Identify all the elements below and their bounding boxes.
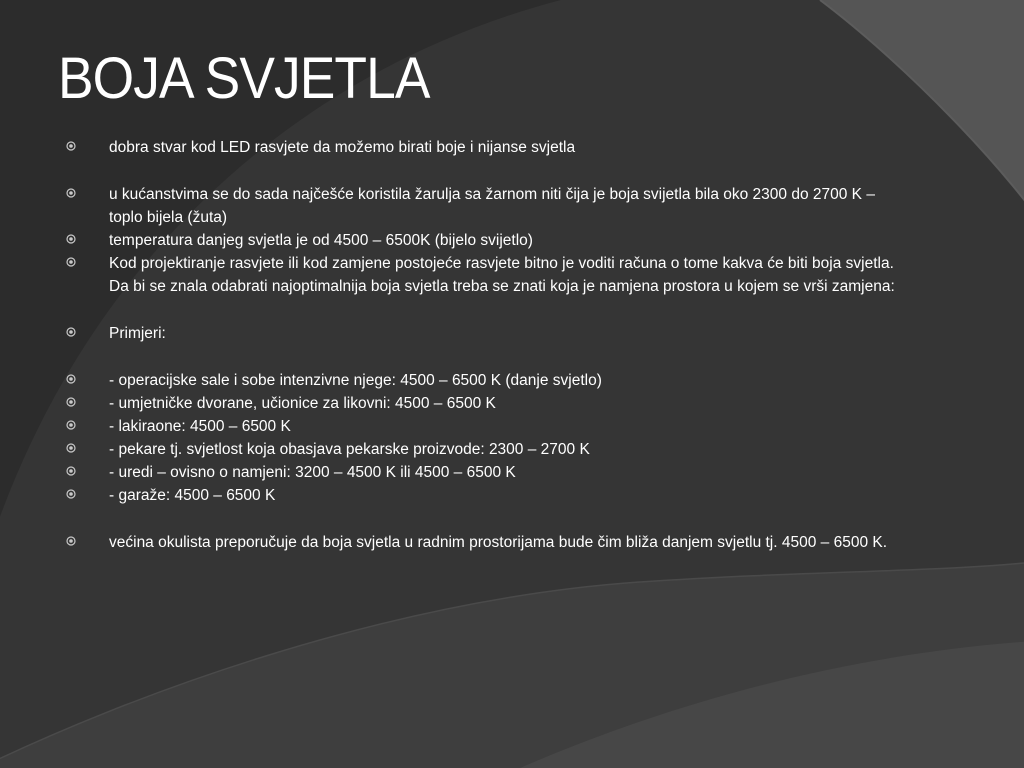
bullet-text: Primjeri: xyxy=(109,325,166,342)
bullet-text: - operacijske sale i sobe intenzivne njege: 4500 – 6500 K (danje svjetlo) xyxy=(109,372,602,389)
list-item xyxy=(66,531,906,554)
target-ring-icon xyxy=(66,489,76,499)
bullet-text: - garaže: 4500 – 6500 K xyxy=(109,487,276,504)
target-ring-icon xyxy=(66,420,76,430)
bullet-text: temperatura danjeg svjetla je od 4500 – 6500K (bijelo svijetlo) xyxy=(109,232,533,249)
list-item xyxy=(66,369,906,392)
list-item xyxy=(66,392,906,415)
list-item xyxy=(66,229,906,252)
target-ring-icon xyxy=(66,536,76,546)
bullet-text: većina okulista preporučuje da boja svjetla u radnim prostorijama bude čim bliža danjem svjetlu tj. 4500 – 6500 K. xyxy=(109,534,888,551)
target-ring-icon xyxy=(66,188,76,198)
target-ring-icon xyxy=(66,466,76,476)
target-ring-icon xyxy=(66,234,76,244)
list-item xyxy=(66,484,906,507)
bullet-text: - umjetničke dvorane, učionice za likovni: 4500 – 6500 K xyxy=(109,395,496,412)
list-item xyxy=(66,461,906,484)
list-item xyxy=(66,183,906,229)
bullet-text: Kod projektiranje rasvjete ili kod zamjene postojeće rasvjete bitno je voditi računa o tome kakva će biti boja svjetla. Da bi se znala odabrati najoptimalnija boja svjetla treba se znati koja je namjena prostora u kojem se vrši zamjena: xyxy=(109,255,895,295)
list-item xyxy=(66,252,906,298)
list-item xyxy=(66,322,906,345)
bullet-text: - pekare tj. svjetlost koja obasjava pekarske proizvode: 2300 – 2700 K xyxy=(109,441,590,458)
bullet-text: dobra stvar kod LED rasvjete da možemo birati boje i nijanse svjetla xyxy=(109,139,576,156)
target-ring-icon xyxy=(66,374,76,384)
target-ring-icon xyxy=(66,397,76,407)
target-ring-icon xyxy=(66,443,76,453)
list-item xyxy=(66,438,906,461)
list-item xyxy=(66,415,906,438)
bullet-list xyxy=(66,136,906,554)
target-ring-icon xyxy=(66,327,76,337)
bullet-text: - uredi – ovisno o namjeni: 3200 – 4500 K ili 4500 – 6500 K xyxy=(109,464,516,481)
slide-title: BOJA SVJETLA xyxy=(58,46,430,111)
bullet-text: - lakiraone: 4500 – 6500 K xyxy=(109,418,291,435)
list-item xyxy=(66,136,906,159)
target-ring-icon xyxy=(66,141,76,151)
bullet-text: u kućanstvima se do sada najčešće koristila žarulja sa žarnom niti čija je boja svijetla bila oko 2300 do 2700 K – toplo bijela (žuta) xyxy=(109,186,875,226)
target-ring-icon xyxy=(66,257,76,267)
